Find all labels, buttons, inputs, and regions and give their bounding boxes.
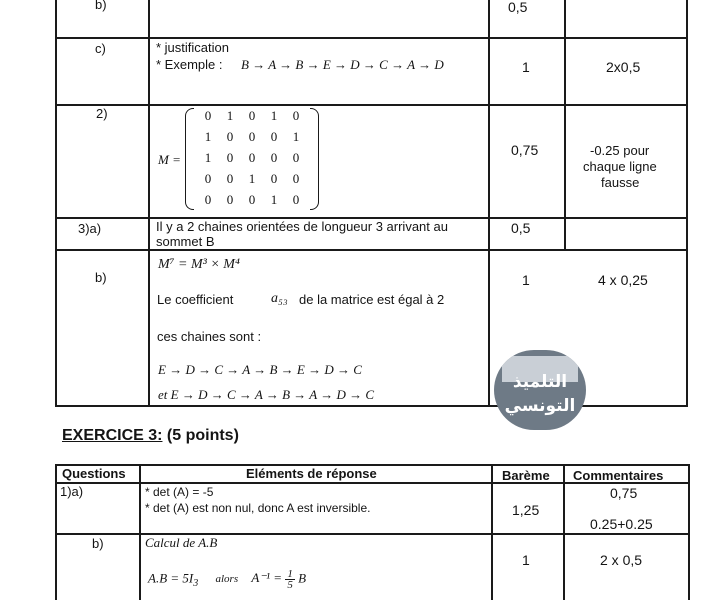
matrix-cell: 0 xyxy=(226,129,234,144)
coefficient-label: Le coefficient xyxy=(157,292,234,307)
matrix-cell: 0 xyxy=(292,192,300,207)
exercise-title xyxy=(62,427,239,445)
inverse-label: A⁻¹ = xyxy=(251,570,283,586)
coefficient-text: de la matrice est égal à 2 xyxy=(299,292,445,307)
matrix-cell: 0 xyxy=(270,150,278,165)
row-bareme: 1 xyxy=(522,272,530,288)
matrix-cell: 0 xyxy=(204,171,212,186)
row-question: 3)a) xyxy=(78,221,102,236)
row-comment: 2x0,5 xyxy=(606,59,641,75)
adjacency-matrix xyxy=(185,108,319,212)
matrix-cells xyxy=(197,108,307,213)
chains-label: ces chaines sont : xyxy=(157,329,262,344)
column-header: Commentaires xyxy=(573,468,664,483)
row-question: 2) xyxy=(96,106,108,121)
power-formula: M⁷ = M³ × M⁴ xyxy=(158,257,240,272)
matrix-left-bracket xyxy=(185,108,194,210)
matrix-cell: 1 xyxy=(248,171,256,186)
matrix-cell: 1 xyxy=(270,108,278,123)
matrix-cell: 0 xyxy=(270,171,278,186)
matrix-cell: 0 xyxy=(248,129,256,144)
one-fifth-fraction xyxy=(285,569,295,590)
row-bareme: 1 xyxy=(522,59,530,75)
chain-path: et E → D → C → A → B → A → D → C xyxy=(158,387,375,402)
product-formula xyxy=(148,569,306,592)
calc-label: Calcul de A.B xyxy=(145,535,218,550)
column-header: Questions xyxy=(62,466,126,481)
column-header: Eléments de réponse xyxy=(246,466,377,481)
row-bareme: 0,5 xyxy=(511,220,531,236)
example-label: * Exemple : xyxy=(156,57,223,72)
row-comment-line: -0.25 pour xyxy=(590,143,650,158)
row-bareme: 1 xyxy=(522,552,530,568)
exercise-title-label: EXERCICE 3: xyxy=(62,427,163,444)
coefficient-symbol: a₅₃ xyxy=(271,291,288,306)
then-word: alors xyxy=(215,573,239,586)
matrix-cell: 0 xyxy=(226,150,234,165)
watermark-logo xyxy=(494,350,586,430)
answer-line: * det (A) = -5 xyxy=(145,485,214,499)
answer-line: * det (A) est non nul, donc A est inversible. xyxy=(145,501,371,515)
matrix-cell: 0 xyxy=(204,108,212,123)
product-result: A.B = 5I xyxy=(148,570,194,586)
row-comment: 2 x 0,5 xyxy=(600,552,643,568)
row-comment-line: chaque ligne xyxy=(583,159,657,174)
chain-path: E → D → C → A → B → E → D → C xyxy=(158,362,362,377)
justification-text: * justification xyxy=(156,40,229,55)
identity-index: 3 xyxy=(193,578,199,590)
matrix-b: B xyxy=(298,570,307,586)
matrix-cell: 0 xyxy=(226,171,234,186)
row-bareme: 1,25 xyxy=(512,502,540,518)
matrix-cell: 0 xyxy=(226,192,234,207)
row-question: b) xyxy=(92,536,104,551)
matrix-cell: 1 xyxy=(292,129,300,144)
row-question: b) xyxy=(95,270,107,285)
matrix-cell: 0 xyxy=(270,129,278,144)
matrix-cell: 1 xyxy=(204,129,212,144)
answer-line: Il y a 2 chaines orientées de longueur 3 arrivant au xyxy=(156,219,448,234)
fraction-numerator: 1 xyxy=(287,568,293,580)
example-path: B → A → B → E → D → C → A → D xyxy=(241,57,444,72)
matrix-cell: 0 xyxy=(248,108,256,123)
logo-text: التلميذ xyxy=(512,372,568,392)
matrix-label: M = xyxy=(158,152,181,167)
matrix-cell: 1 xyxy=(204,150,212,165)
matrix-cell: 0 xyxy=(248,150,256,165)
matrix-cell: 0 xyxy=(292,171,300,186)
row-comment: 0.25+0.25 xyxy=(590,516,653,532)
row-question: c) xyxy=(95,41,106,56)
exercise-title-points: (5 points) xyxy=(162,427,239,444)
matrix-cell: 0 xyxy=(204,192,212,207)
answer-line: sommet B xyxy=(156,234,215,249)
matrix-right-bracket xyxy=(310,108,319,210)
column-header: Barème xyxy=(502,468,550,483)
matrix-cell: 0 xyxy=(292,108,300,123)
fraction-denominator: 5 xyxy=(287,579,293,591)
matrix-cell: 1 xyxy=(270,192,278,207)
logo-text: التونسي xyxy=(504,396,576,416)
row-question: b) xyxy=(95,0,107,12)
row-bareme: 0,75 xyxy=(511,142,539,158)
matrix-cell: 0 xyxy=(248,192,256,207)
row-comment: 4 x 0,25 xyxy=(598,272,648,288)
row-comment: 0,75 xyxy=(610,485,638,501)
row-comment-line: fausse xyxy=(601,175,640,190)
row-question: 1)a) xyxy=(60,484,84,499)
matrix-cell: 0 xyxy=(292,150,300,165)
row-bareme: 0,5 xyxy=(508,0,528,15)
matrix-cell: 1 xyxy=(226,108,234,123)
